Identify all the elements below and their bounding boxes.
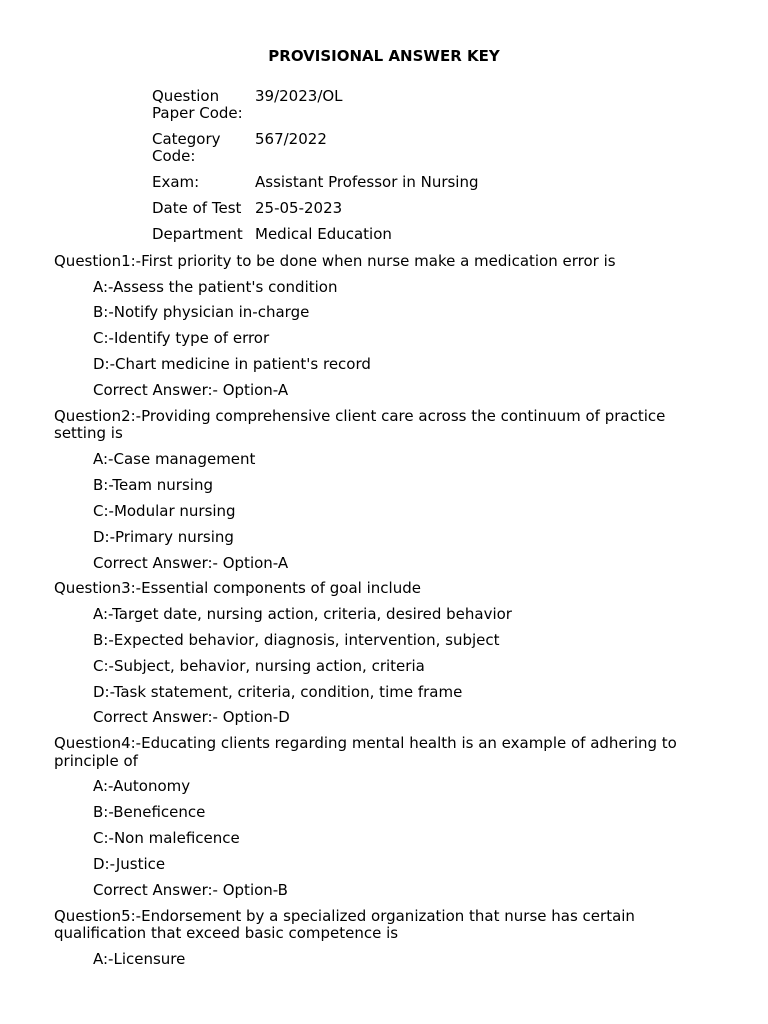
option-c: C:-Non maleficence xyxy=(93,829,240,848)
meta-row-date-of-test xyxy=(152,200,592,217)
meta-value: Assistant Professor in Nursing xyxy=(255,173,479,191)
option-c: C:-Identify type of error xyxy=(93,329,270,348)
meta-row-department xyxy=(152,226,592,243)
question-text: Question4:-Educating clients regarding mental health is an example of adhering to principle of xyxy=(54,734,677,770)
meta-row-category-code xyxy=(152,131,592,165)
meta-value: 567/2022 xyxy=(255,130,327,148)
option-c: C:-Subject, behavior, nursing action, criteria xyxy=(93,656,425,675)
meta-label: Category Code: xyxy=(152,130,221,165)
option-b: B:-Beneficence xyxy=(93,803,206,822)
option-a: A:-Licensure xyxy=(93,949,186,968)
correct-answer: Correct Answer:- Option-D xyxy=(93,708,290,727)
meta-value: 25-05-2023 xyxy=(255,199,343,217)
meta-label: Exam: xyxy=(152,173,200,191)
correct-answer: Correct Answer:- Option-A xyxy=(93,381,289,400)
correct-answer: Correct Answer:- Option-B xyxy=(93,880,288,899)
option-d: D:-Chart medicine in patient's record xyxy=(93,355,371,374)
option-b: B:-Notify physician in-charge xyxy=(93,303,310,322)
page-title: PROVISIONAL ANSWER KEY xyxy=(268,47,500,65)
meta-value: 39/2023/OL xyxy=(255,87,343,105)
meta-label: Department xyxy=(152,225,243,243)
meta-label: Date of Test xyxy=(152,199,242,217)
exam-details-table xyxy=(152,88,592,252)
meta-value: Medical Education xyxy=(255,225,392,243)
question-list xyxy=(54,253,714,977)
meta-label: Question Paper Code: xyxy=(152,87,243,122)
question-text: Question2:-Providing comprehensive client care across the continuum of practice setting is xyxy=(54,406,666,443)
question-text: Question3:-Essential components of goal include xyxy=(54,579,421,598)
option-a: A:-Autonomy xyxy=(93,777,191,796)
meta-row-question-paper-code xyxy=(152,88,592,122)
question-text: Question1:-First priority to be done when nurse make a medication error is xyxy=(54,252,616,270)
option-a: A:-Case management xyxy=(93,449,256,468)
correct-answer: Correct Answer:- Option-A xyxy=(93,553,289,572)
option-d: D:-Justice xyxy=(93,855,166,874)
option-d: D:-Primary nursing xyxy=(93,527,234,546)
option-a: A:-Assess the patient's condition xyxy=(93,277,338,296)
meta-row-exam xyxy=(152,174,592,191)
option-b: B:-Expected behavior, diagnosis, intervention, subject xyxy=(93,630,500,649)
option-d: D:-Task statement, criteria, condition, time frame xyxy=(93,682,463,701)
option-a: A:-Target date, nursing action, criteria, desired behavior xyxy=(93,604,512,623)
option-c: C:-Modular nursing xyxy=(93,501,236,520)
question-text: Question5:-Endorsement by a specialized organization that nurse has certain qualification that exceed basic competence is xyxy=(54,906,635,943)
option-b: B:-Team nursing xyxy=(93,475,213,494)
